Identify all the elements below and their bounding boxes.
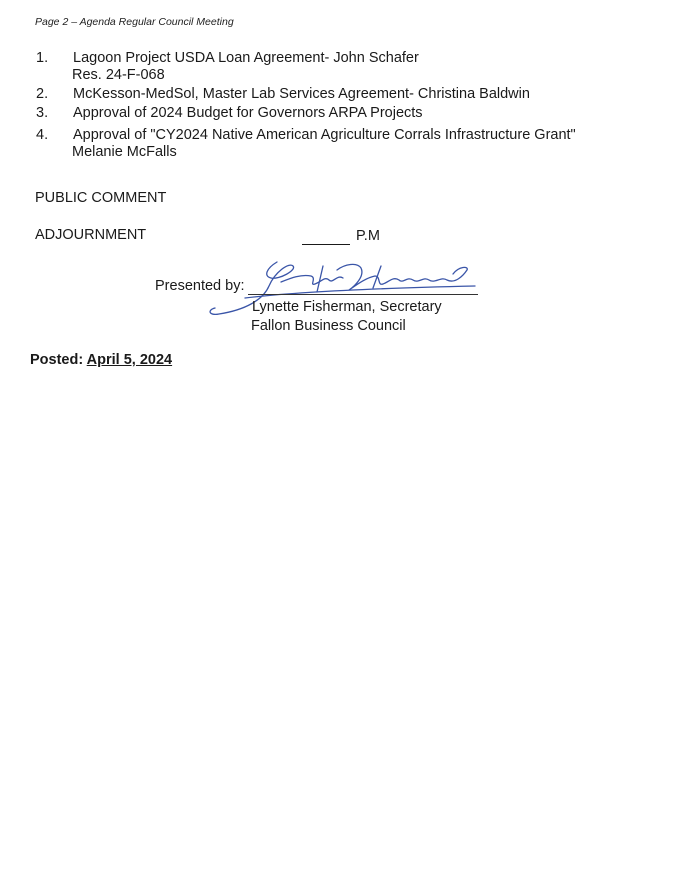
agenda-item-resolution: Res. 24-F-068 [72,67,165,83]
adjournment-time-suffix: P.M [356,228,380,244]
agenda-item-presenter: Melanie McFalls [72,144,177,160]
agenda-item [36,86,656,105]
posted-date: April 5, 2024 [86,352,173,368]
posted-label: Posted: [30,352,84,368]
signer-organization: Fallon Business Council [251,318,406,334]
agenda-item-number: 4. [36,127,49,143]
page-header: Page 2 – Agenda Regular Council Meeting [35,16,234,28]
agenda-item [36,50,656,86]
agenda-list [36,50,656,161]
public-comment-heading: PUBLIC COMMENT [35,190,167,206]
presented-by-label: Presented by: [155,278,245,294]
agenda-item-text: Approval of "CY2024 Native American Agriculture Corrals Infrastructure Grant" [73,127,576,143]
agenda-item [36,105,656,127]
agenda-item-text: Lagoon Project USDA Loan Agreement- John Schafer [73,50,419,66]
adjournment-heading: ADJOURNMENT [35,227,147,243]
signer-name-title: Lynette Fisherman, Secretary [252,299,442,315]
adjournment-time-blank [302,228,350,245]
agenda-item-number: 1. [36,50,49,66]
signature-line [248,294,478,295]
agenda-item-number: 3. [36,105,49,121]
posted-line [30,352,172,368]
agenda-item-text: Approval of 2024 Budget for Governors ARPA Projects [73,105,423,121]
agenda-item-number: 2. [36,86,49,102]
agenda-item-text: McKesson-MedSol, Master Lab Services Agreement- Christina Baldwin [73,86,530,102]
adjournment-time [302,228,380,245]
agenda-item [36,127,656,161]
